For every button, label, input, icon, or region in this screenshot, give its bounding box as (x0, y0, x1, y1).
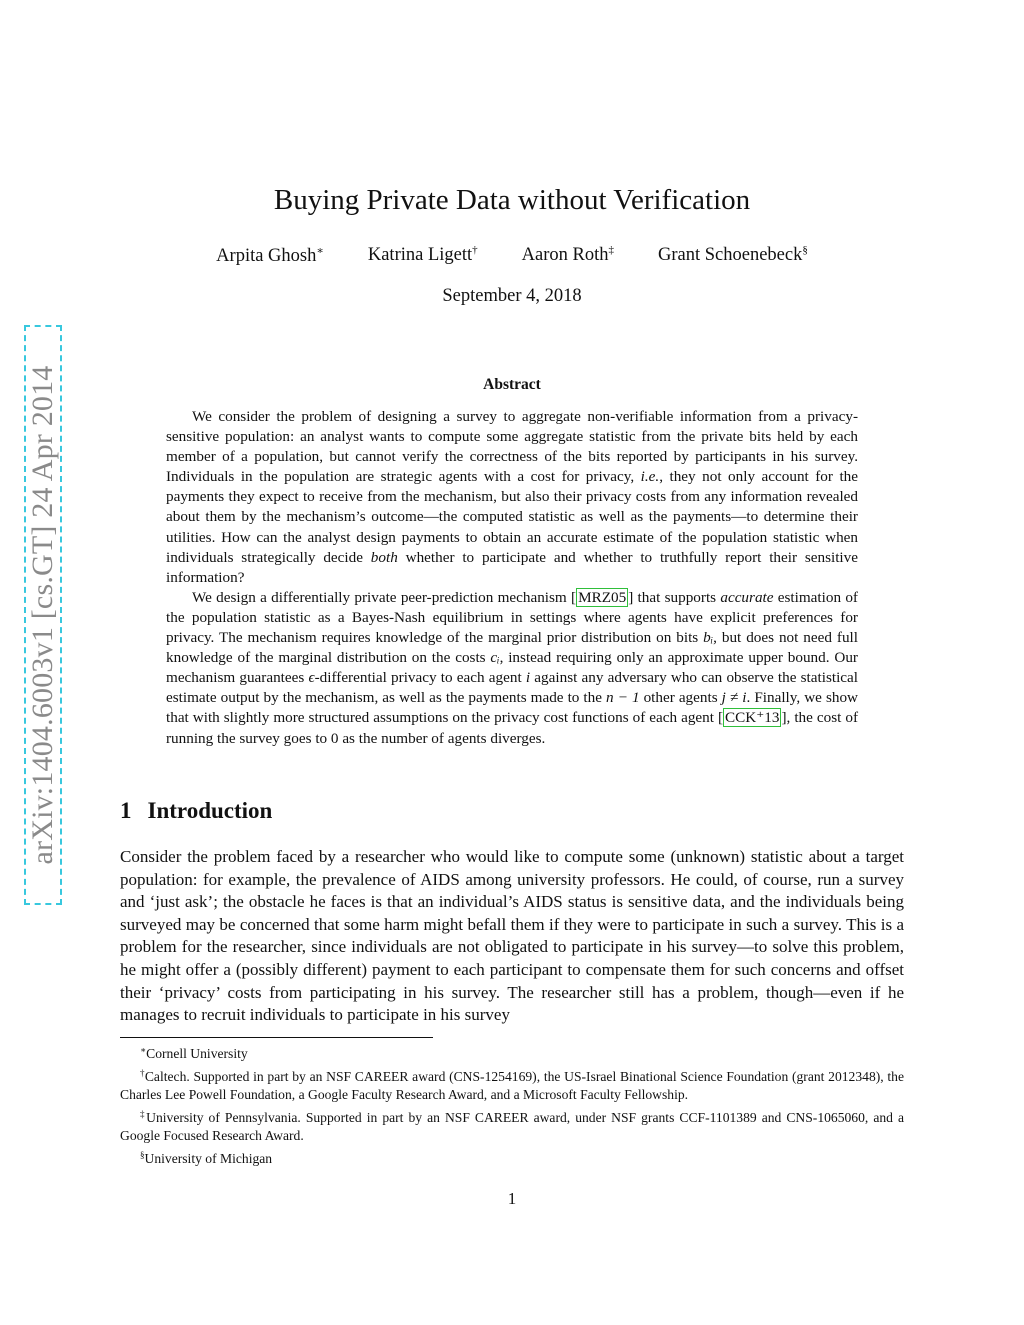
author (522, 244, 614, 267)
author-list (0, 244, 1024, 267)
section-title: Introduction (147, 798, 273, 823)
citation-link-cck13[interactable]: CCK⁺13 (725, 709, 780, 727)
footnote (120, 1064, 904, 1105)
author-affiliation-mark: § (802, 244, 808, 256)
footnote-mark: ‡ (140, 1108, 147, 1119)
introduction-paragraph: Consider the problem faced by a researcher who would like to compute some (unknown) statistic about a target population: for example, the prevalence of AIDS among university professors. He could, of course, run a survey and ‘just ask’; the obstacle he faces is that an individual’s AIDS status is sensitive data, and the individuals being surveyed may be concerned that some harm might befall them if they were to participate in such a survey. This is a problem for the researcher, since individuals are not obligated to participate in his survey—to solve this problem, he might offer a (possibly different) payment to each participant to compensate them for such concerns and offset their ‘privacy’ costs from participating in his survey. The researcher still has a problem, though—even if he manages to recruit individuals to participate in his survey (120, 847, 904, 1025)
footnote-text: Caltech. Supported in part by an NSF CAREER award (CNS-1254169), the US-Israel Binational Science Foundation (grant 2012348), the Charles Lee Powell Foundation, a Google Faculty Research Award, and a Microsoft Faculty Fellowship. (120, 1068, 905, 1103)
footnote-text: University of Michigan (144, 1150, 273, 1166)
footnote-mark: † (140, 1067, 145, 1078)
paper-title: Buying Private Data without Verification (273, 184, 751, 216)
footnote-text: Cornell University (146, 1046, 248, 1061)
author-name: Aaron Roth (521, 245, 609, 265)
abstract-heading: Abstract (483, 376, 541, 393)
footnote (120, 1105, 904, 1146)
author-affiliation-mark: † (472, 244, 478, 256)
author-affiliation-mark: ∗ (316, 245, 324, 257)
author (658, 244, 808, 267)
arxiv-identifier: arXiv:1404.6003v1 [cs.GT] 24 Apr 2014 (26, 365, 59, 865)
page-number: 1 (507, 1189, 517, 1208)
footnote (120, 1041, 904, 1064)
footnote (120, 1146, 904, 1169)
footnote-mark: ∗ (140, 1045, 147, 1055)
footnote-mark: § (140, 1149, 145, 1160)
abstract-paragraph: We consider the problem of designing a survey to aggregate non-verifiable information from a privacy-sensitive population: an analyst wants to compute some aggregate statistic from the private bits held by each member of a population, but cannot verify the correctness of the bits reported by participants in his survey. Individuals in the population are strategic agents with a cost for privacy, i.e., they not only account for the payments they expect to receive from the mechanism, but also their privacy costs from any information revealed about them by the mechanism’s outcome—the computed statistic as well as the payments—to determine their utilities. How can the analyst design payments to obtain an accurate estimate of the population statistic when individuals strategically decide both whether to participate and whether to truthfully report their sensitive information? (166, 408, 859, 586)
author-name: Katrina Ligett (367, 245, 473, 265)
author-name: Arpita Ghosh (216, 246, 317, 266)
author (216, 244, 324, 267)
footnote-text: University of Pennsylvania. Supported in part by an NSF CAREER award, under NSF grants CCF-1101389 and CNS-1065060, and a Google Focused Research Award. (120, 1109, 905, 1144)
footnote-divider (120, 1037, 433, 1038)
arxiv-side-stamp[interactable] (24, 325, 62, 905)
author (368, 244, 478, 267)
section-number: 1 (120, 798, 132, 823)
author-name: Grant Schoenebeck (657, 245, 803, 265)
author-affiliation-mark: ‡ (608, 244, 614, 256)
footnotes (120, 1041, 904, 1169)
citation-link-mrz05[interactable]: MRZ05 (578, 588, 627, 606)
section-heading (120, 798, 272, 824)
abstract-body (166, 407, 858, 749)
paper-date: September 4, 2018 (442, 286, 582, 306)
abstract-paragraph: We design a differentially private peer-prediction mechanism [ MRZ05 ] that supports accurate estimation of the population statistic as a Bayes-Nash equilibrium in settings where agents have explicit preferences for privacy. The mechanism requires knowledge of the marginal prior distribution on bits bᵢ, but does not need full knowledge of the marginal distribution on the costs cᵢ, instead requiring only an approximate upper bound. Our mechanism guarantees ϵ-differential privacy to each agent i against any adversary who can observe the statistical estimate output by the mechanism, as well as the payments made to the n − 1 other agents j ≠ i. Finally, we show that with slightly more structured assumptions on the privacy cost functions of each agent [ CCK⁺13 ], the cost of running the survey goes to 0 as the number of agents diverges. (166, 588, 859, 747)
